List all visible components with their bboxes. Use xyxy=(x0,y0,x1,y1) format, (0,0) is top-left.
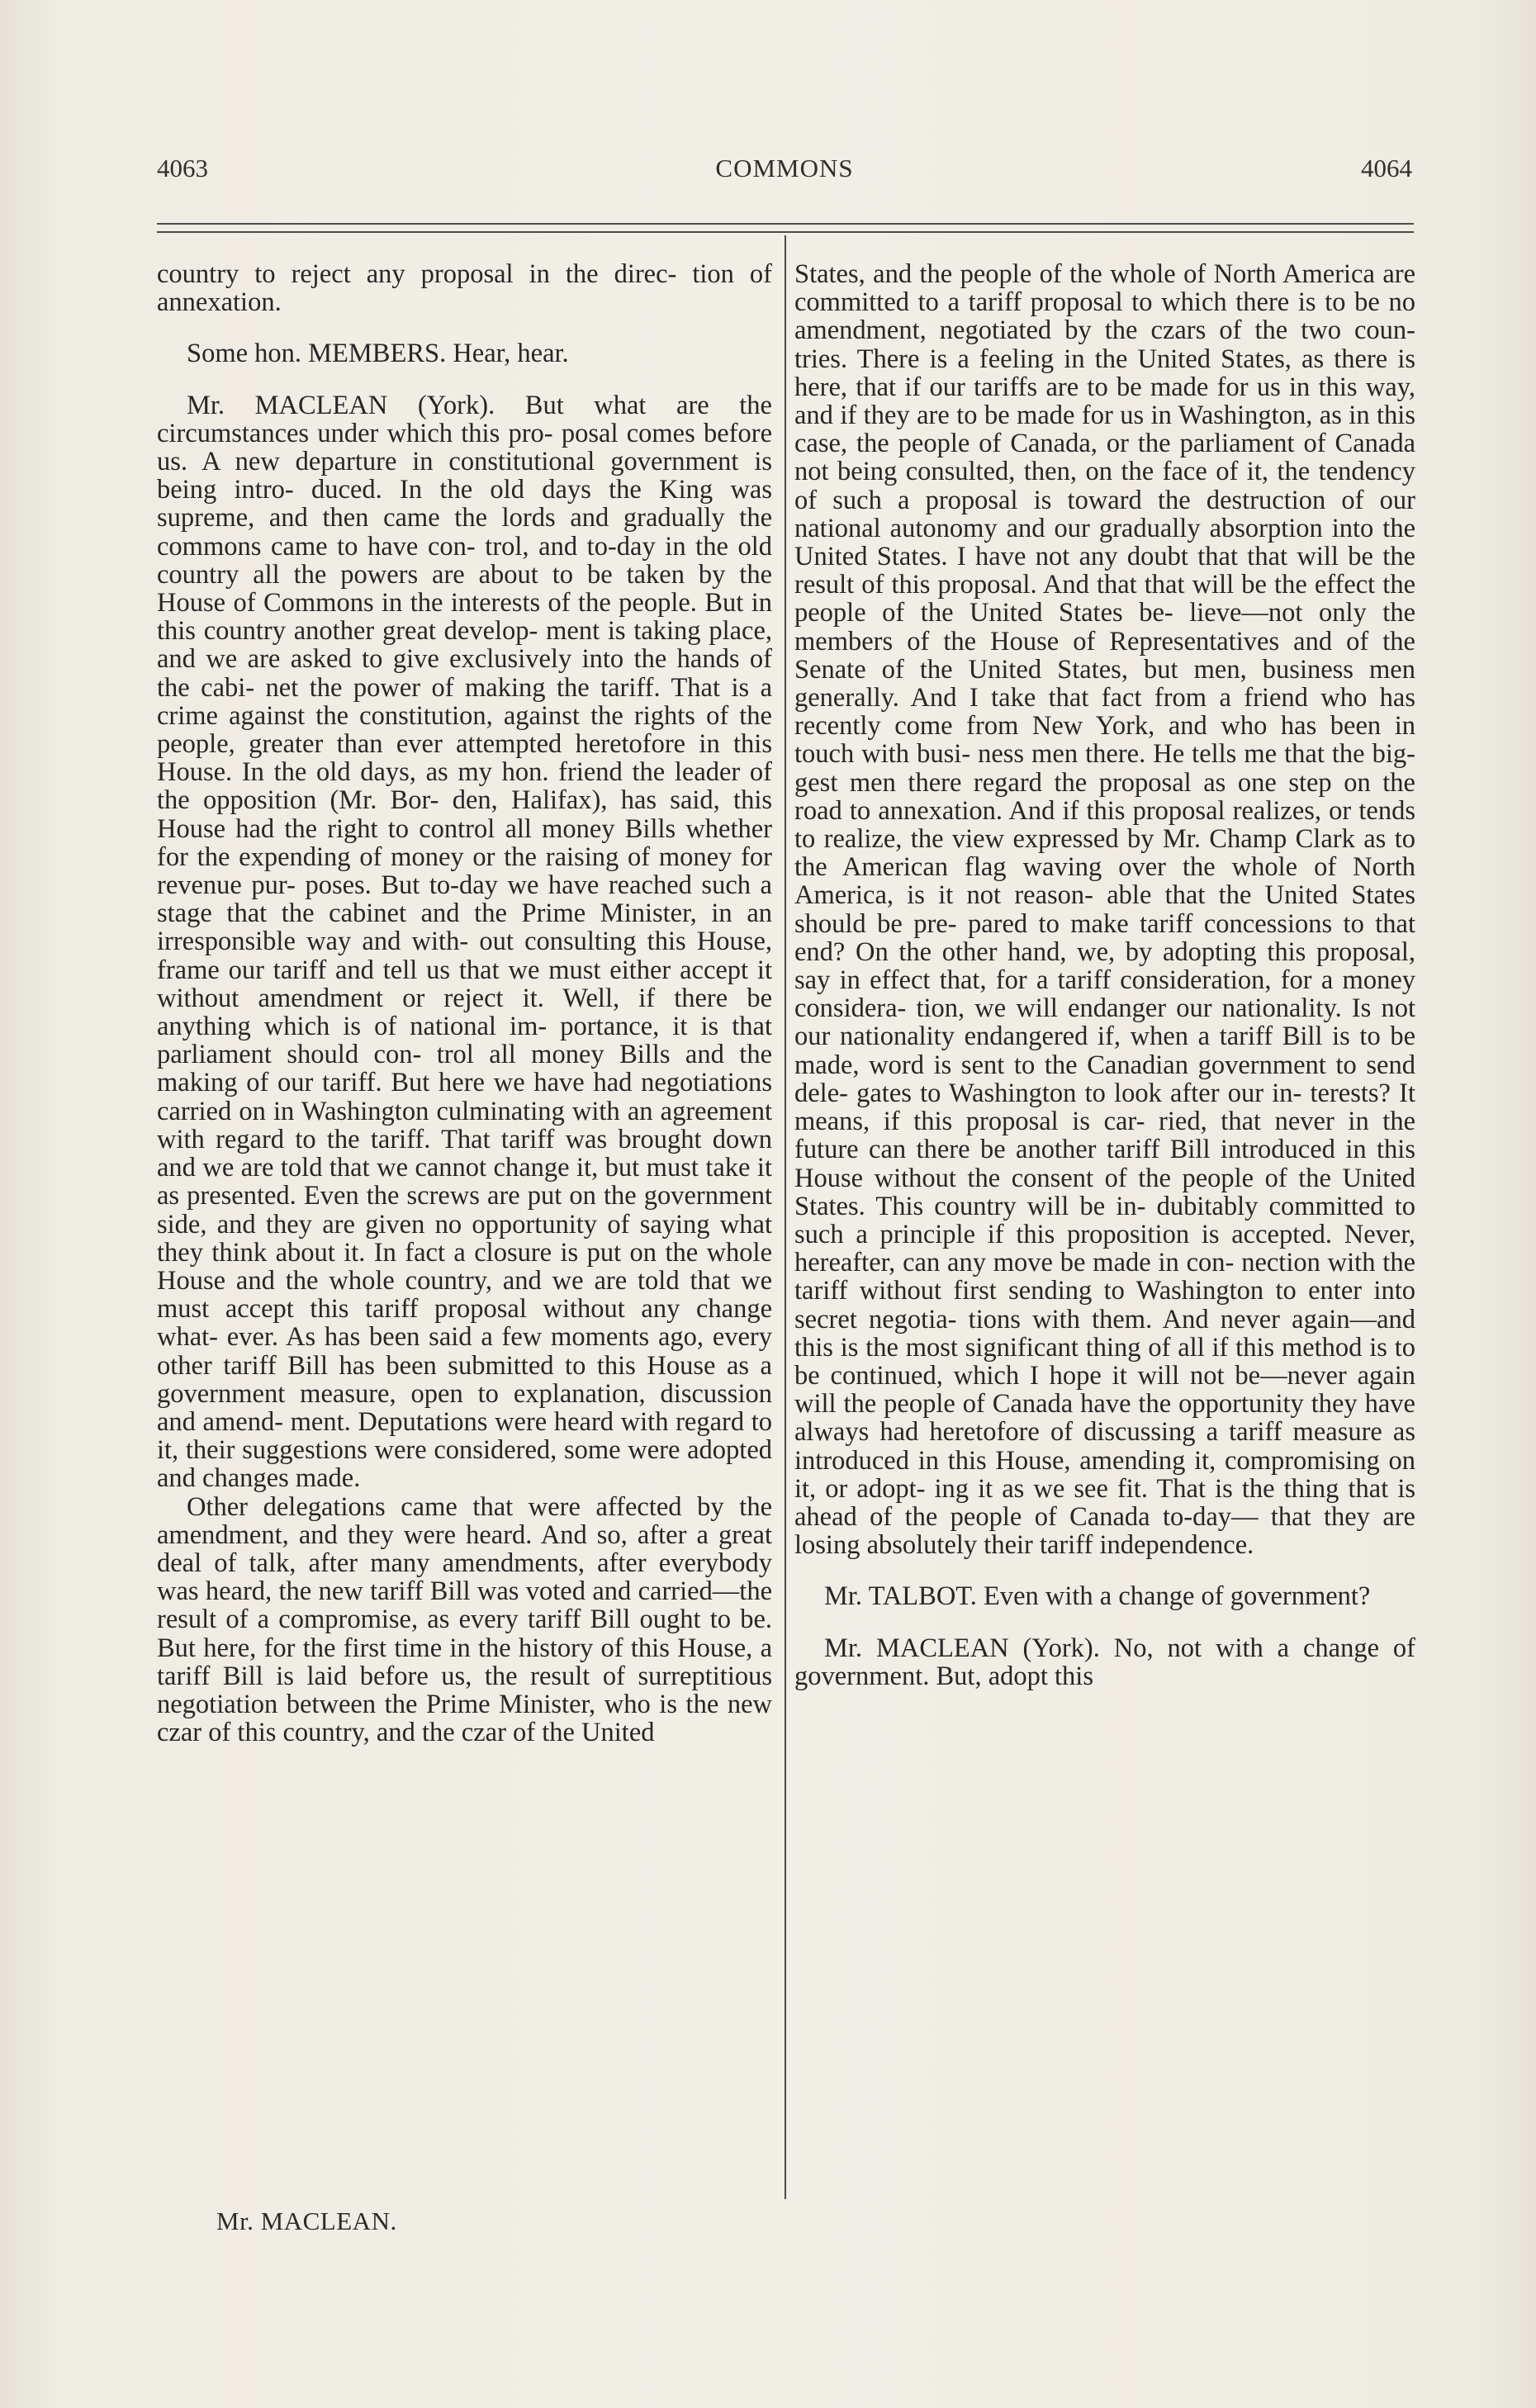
page-number-right: 4064 xyxy=(1361,154,1412,182)
paragraph: Some hon. MEMBERS. Hear, hear. xyxy=(187,339,569,369)
right-column xyxy=(794,260,1415,2192)
column-divider xyxy=(785,235,786,2199)
paragraph: States, and the people of the whole of North America are committed to a tariff proposal to which there is to be no amendment, negotiated by the czars of the two coun- tries. There is a feeling in the United States, as there is here, that if our tariffs are to be made for us in this way, and if they are to be made for us in Washington, as in this case, the people of Canada, or the parliament of Canada not being consulted, then, on the face of it, the tendency of such a proposal is toward the destruction of our national autonomy and our gradually absorption into the United States. I have not any doubt that that will be the result of this proposal. And that that will be the effect the people of the United States be- lieve—not only the members of the House of Representatives and of the Senate of the United States, but men, business men generally. And I take that fact from a friend who has recently come from New York, and who has been in touch with busi- ness men there. He tells me that the big- gest men there regard the proposal as one step on the road to annexation. And if this proposal realizes, or tends to realize, the view expressed by Mr. Champ Clark as to the American flag waving over the whole of North America, is it not reason- able that the United States should be pre- pared to make tariff concessions to that end? On the other hand, we, by adopting this proposal, say in effect that, for a tariff consideration, for a money considera- tion, we will endanger our nationality. Is not our nationality endangered if, when a tariff Bill is to be made, word is sent to the Canadian government to send dele- gates to Washington to look after our in- terests? It means, if this proposal is car- ried, that never in the future can there be another tariff Bill introduced in this House without the consent of the people of the United States. This country will be in- dubitably committed to such a principle if this proposition is accepted. Never, hereafter, can any move be made in con- nection with the tariff without first sending to Washington to enter into secret negotia- tions with them. And never again—and this is the most significant thing of all if this method is to be continued, which I hope it will not be—never again will the people of Canada have the opportunity they have always had heretofore of discussing a tariff measure as introduced in this House, amending it, compromising on it, or adopt- ing it as we see fit. That is the thing that is ahead of the people of Canada to-day— that they are losing absolutely their tariff independence. xyxy=(794,260,1415,1561)
header-rule-bottom xyxy=(157,231,1414,233)
paragraph: country to reject any proposal in the direc- tion of annexation. xyxy=(157,260,772,318)
paragraph: Mr. TALBOT. Even with a change of government? xyxy=(824,1581,1371,1612)
header-rule-top xyxy=(157,223,1414,225)
running-head: COMMONS xyxy=(715,154,854,182)
page-header xyxy=(157,154,1412,192)
paragraph: Mr. MACLEAN (York). But what are the circumstances under which this pro- posal comes before us. A new departure in constitutional government is being intro- duced. In the old days the King was supreme, and then came the lords and gradually the commons came to have con- trol, and to-day in the old country all the powers are about to be taken by the House of Commons in the interests of the people. But in this country another great develop- ment is taking place, and we are asked to give exclusively into the hands of the cabi- net the power of making the tariff. That is a crime against the constitution, against the rights of the people, greater than ever attempted heretofore in this House. In the old days, as my hon. friend the leader of the opposition (Mr. Bor- den, Halifax), has said, this House had the right to control all money Bills whether for the expending of money or the raising of money for revenue pur- poses. But to-day we have reached such a stage that the cabinet and the Prime Minister, in an irresponsible way and with- out consulting this House, frame our tariff and tell us that we must either accept it without amendment or reject it. Well, if there be anything which is of national im- portance, it is that parliament should con- trol all money Bills and the making of our tariff. But here we have had negotiations carried on in Washington culminating with an agreement with regard to the tariff. That tariff was brought down and we are told that we cannot change it, but must take it as presented. Even the screws are put on the government side, and they are given no opportunity of saying what they think about it. In fact a closure is put on the whole House and the whole country, and we are told that we must accept this tariff proposal without any change what- ever. As has been said a few moments ago, every other tariff Bill has been submitted to this House as a government measure, open to explanation, discussion and amend- ment. Deputations were heard with regard to it, their suggestions were considered, some were adopted and changes made. xyxy=(157,390,772,1494)
page-number-left: 4063 xyxy=(157,154,208,182)
paragraph: Other delegations came that were affected by the amendment, and they were heard. And so, after a great deal of talk, after many amendments, after everybody was heard, the new tariff Bill was voted and carried—the result of a compromise, as every tariff Bill ought to be. But here, for the first time in the history of this House, a tariff Bill is laid before us, the result of surreptitious negotiation between the Prime Minister, who is the new czar of this country, and the czar of the United xyxy=(157,1491,772,1748)
left-column xyxy=(157,260,772,2192)
paragraph: Mr. MACLEAN (York). No, not with a change of government. But, adopt this xyxy=(794,1633,1415,1691)
footer-speaker-name: Mr. MACLEAN. xyxy=(216,2207,397,2235)
